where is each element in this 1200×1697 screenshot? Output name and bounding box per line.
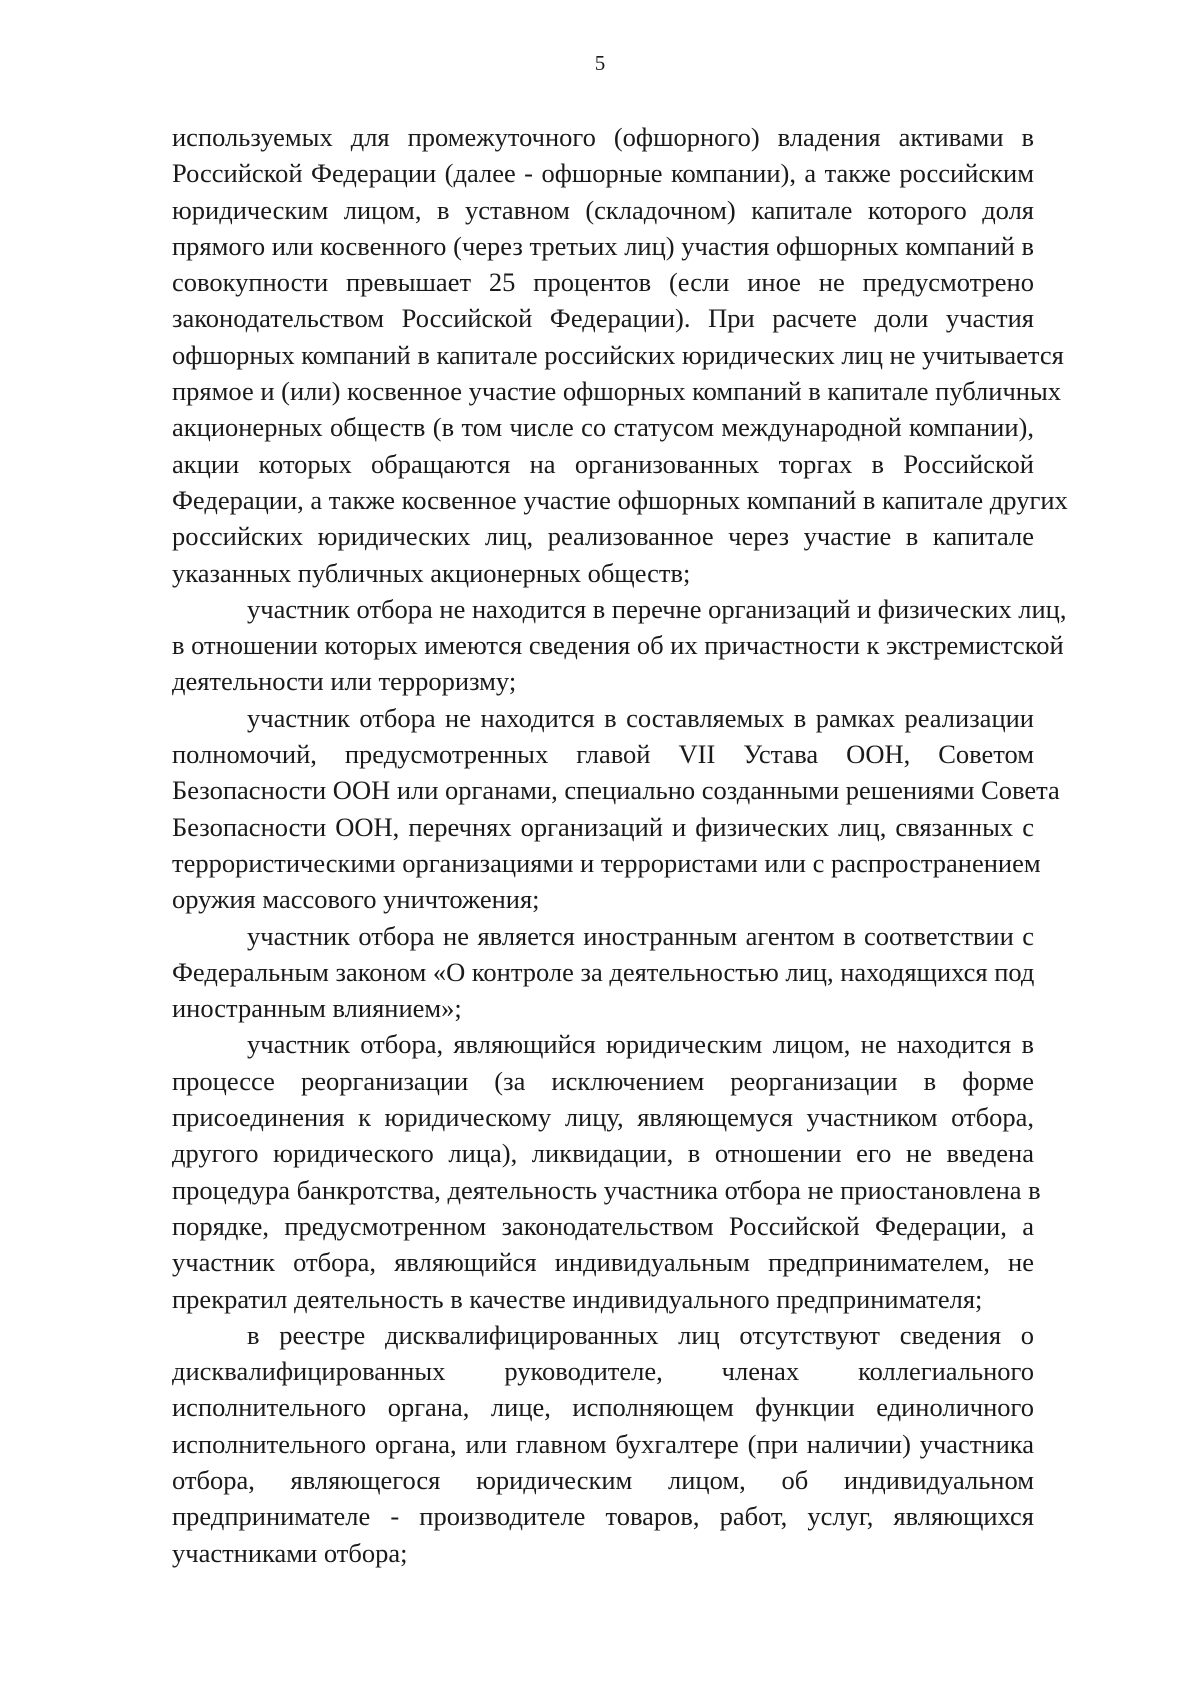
text-line: оружия массового уничтожения; [172, 884, 540, 915]
text-line: исполнительного органа, или главном бухгалтере (при наличии) участника [172, 1428, 1034, 1459]
text-line: исполнительного органа, лице, исполняющем функции единоличного [172, 1392, 1034, 1423]
text-line: процессе реорганизации (за исключением реорганизации в форме [172, 1065, 1034, 1096]
paragraph [172, 591, 1067, 700]
text-line: участник отбора не является иностранным агентом в соответствии с [247, 920, 1034, 951]
text-line: деятельности или терроризму; [172, 666, 517, 697]
text-line: используемых для промежуточного (офшорного) владения активами в [172, 122, 1034, 152]
text-line: участник отбора не находится в перечне организаций и физических лиц, [247, 593, 1067, 624]
text-line: законодательством Российской Федерации). При расчете доли участия [172, 303, 1034, 334]
text-line: офшорных компаний в капитале российских юридических лиц не учитывается [172, 339, 1064, 370]
text-line: порядке, предусмотренном законодательством Российской Федерации, а [172, 1210, 1034, 1241]
text-line: другого юридического лица), ликвидации, в отношении его не введена [172, 1138, 1034, 1169]
text-line: присоединения к юридическому лицу, являющемуся участником отбора, [172, 1102, 1034, 1133]
text-line: российских юридических лиц, реализованное через участие в капитале [172, 521, 1034, 552]
text-line: участник отбора не находится в составляемых в рамках реализации [247, 702, 1034, 733]
text-line: отбора, являющегося юридическим лицом, об индивидуальном [172, 1464, 1034, 1495]
text-line: Безопасности ООН или органами, специально созданными решениями Совета [172, 775, 1060, 806]
text-line: прямое и (или) косвенное участие офшорных компаний в капитале публичных [172, 376, 1062, 407]
page-number: 5 [594, 51, 606, 75]
text-line: прекратил деятельность в качестве индивидуального предпринимателя; [172, 1283, 983, 1314]
text-line: участник отбора, являющийся юридическим лицом, не находится в [247, 1029, 1034, 1060]
text-line: полномочий, предусмотренных главой VII Устава ООН, Советом [172, 739, 1034, 770]
text-line: участник отбора, являющийся индивидуальным предпринимателем, не [172, 1247, 1034, 1278]
paragraph [172, 1026, 1041, 1316]
text-line: Российской Федерации (далее - офшорные компании), а также российским [172, 158, 1034, 189]
text-line: совокупности превышает 25 процентов (если иное не предусмотрено [172, 267, 1034, 298]
text-line: иностранным влиянием»; [172, 993, 462, 1024]
paragraph [172, 119, 1068, 591]
text-line: юридическим лицом, в уставном (складочном) капитале которого доля [172, 194, 1034, 225]
text-line: указанных публичных акционерных обществ; [172, 557, 691, 588]
text-line: акции которых обращаются на организованных торгах в Российской [172, 448, 1034, 479]
text-line: в отношении которых имеются сведения об их причастности к экстремистской [172, 630, 1064, 661]
text-line: участниками отбора; [172, 1537, 408, 1568]
text-line: дисквалифицированных руководителе, членах коллегиального [172, 1356, 1034, 1387]
text-line: акционерных обществ (в том числе со статусом международной компании), [172, 412, 1034, 443]
paragraph [172, 1317, 1034, 1571]
text-line: террористическими организациями и террористами или с распространением [172, 847, 1041, 878]
text-line: Безопасности ООН, перечнях организаций и физических лиц, связанных с [172, 811, 1034, 842]
paragraph [172, 918, 1034, 1027]
text-line: в реестре дисквалифицированных лиц отсутствуют сведения о [247, 1319, 1034, 1350]
text-line: Федеральным законом «О контроле за деятельностью лиц, находящихся под [172, 956, 1035, 987]
text-line: Федерации, а также косвенное участие офшорных компаний в капитале других [172, 484, 1068, 515]
text-line: процедура банкротства, деятельность участника отбора не приостановлена в [172, 1174, 1041, 1205]
paragraph [172, 700, 1060, 918]
text-line: предпринимателе - производителе товаров, работ, услуг, являющихся [172, 1501, 1034, 1532]
document-body [172, 119, 1068, 1571]
text-line: прямого или косвенного (через третьих лиц) участия офшорных компаний в [172, 230, 1034, 261]
